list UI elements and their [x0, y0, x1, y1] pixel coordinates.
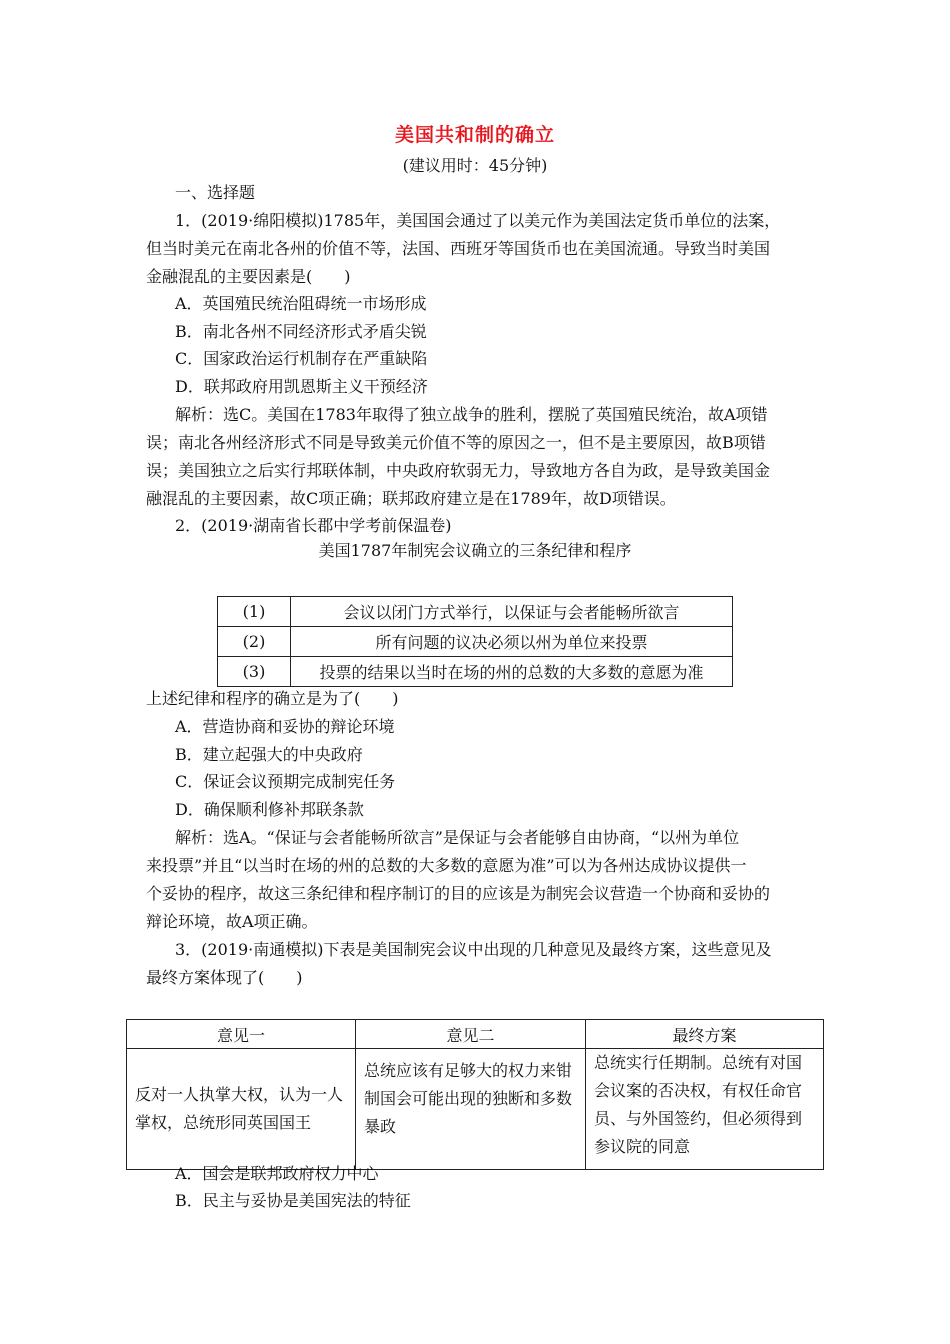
rule-number: (2)	[218, 627, 291, 657]
rule-number: (1)	[218, 597, 291, 627]
column-header: 意见一	[127, 1020, 356, 1049]
q2-rules-table	[217, 596, 733, 687]
column-header: 意见二	[356, 1020, 586, 1049]
q1-option-b: B．南北各州不同经济形式矛盾尖锐	[175, 322, 427, 341]
q2-option-a: A．营造协商和妥协的辩论环境	[175, 717, 395, 736]
table-row	[218, 627, 733, 657]
q1-option-c: C．国家政治运行机制存在严重缺陷	[175, 349, 428, 368]
q2-analysis-line: 解析：选A。“保证与会者能畅所欲言”是保证与会者能够自由协商，“以州为单位	[175, 828, 740, 847]
table-row	[127, 1049, 824, 1170]
q1-option-d: D．联邦政府用凯恩斯主义干预经济	[175, 377, 428, 396]
table-row	[218, 597, 733, 627]
rule-text: 所有问题的议决必须以州为单位来投票	[291, 627, 733, 657]
q2-option-d: D．确保顺利修补邦联条款	[175, 800, 364, 819]
q1-stem-line: 但当时美元在南北各州的价值不等，法国、西班牙等国货币也在美国流通。导致当时美国	[146, 239, 771, 258]
column-header: 最终方案	[586, 1020, 824, 1049]
suggested-time: (建议用时：45分钟)	[402, 156, 548, 175]
q2-option-b: B．建立起强大的中央政府	[175, 745, 363, 764]
q3-stem-line: 最终方案体现了( )	[146, 968, 303, 987]
rule-text: 投票的结果以当时在场的州的总数的大多数的意愿为准	[291, 657, 733, 687]
q2-analysis-line: 辩论环境，故A项正确。	[146, 912, 318, 931]
table-header-row	[127, 1020, 824, 1049]
q2-option-c: C．保证会议预期完成制宪任务	[175, 772, 396, 791]
q3-option-a: A．国会是联邦政府权力中心	[175, 1164, 379, 1183]
rule-number: (3)	[218, 657, 291, 687]
q1-analysis-line: 误；美国独立之后实行邦联体制，中央政府软弱无力，导致地方各自为政，是导致美国金	[146, 461, 771, 480]
page-title: 美国共和制的确立	[394, 124, 555, 146]
q2-analysis-line: 来投票”并且“以当时在场的州的总数的大多数的意愿为准”可以为各州达成协议提供一	[146, 856, 747, 875]
q1-option-a: A．英国殖民统治阻碍统一市场形成	[175, 294, 427, 313]
final-plan-cell: 总统实行任期制。总统有对国会议案的否决权，有权任命官员、与外国签约，但必须得到参议院的同意	[586, 1049, 824, 1170]
q3-stem-line: 3．(2019·南通模拟)下表是美国制宪会议中出现的几种意见及最终方案，这些意见及	[175, 940, 772, 959]
opinion-one-cell: 反对一人执掌大权，认为一人掌权，总统形同英国国王	[127, 1049, 356, 1170]
q1-stem-line: 1．(2019·绵阳模拟)1785年，美国国会通过了以美元作为美国法定货币单位的法案，	[175, 211, 781, 230]
q1-analysis-line: 融混乱的主要因素，故C项正确；联邦政府建立是在1789年，故D项错误。	[146, 489, 676, 508]
q1-analysis-line: 误；南北各州经济形式不同是导致美元价值不等的原因之一，但不是主要原因，故B项错	[146, 433, 766, 452]
q3-opinions-table	[126, 1019, 824, 1170]
q2-table-caption: 美国1787年制宪会议确立的三条纪律和程序	[318, 541, 632, 560]
section-heading: 一、选择题	[175, 183, 256, 202]
q2-analysis-line: 个妥协的程序，故这三条纪律和程序制订的目的应该是为制宪会议营造一个协商和妥协的	[146, 884, 771, 903]
opinion-two-cell: 总统应该有足够大的权力来钳制国会可能出现的独断和多数暴政	[356, 1049, 586, 1170]
q3-option-b: B．民主与妥协是美国宪法的特征	[175, 1191, 411, 1210]
q1-stem-line: 金融混乱的主要因素是( )	[146, 267, 351, 286]
q2-question: 上述纪律和程序的确立是为了( )	[146, 689, 399, 708]
table-row	[218, 657, 733, 687]
q2-stem: 2．(2019·湖南省长郡中学考前保温卷)	[175, 516, 452, 535]
rule-text: 会议以闭门方式举行，以保证与会者能畅所欲言	[291, 597, 733, 627]
q1-analysis-line: 解析：选C。美国在1783年取得了独立战争的胜利，摆脱了英国殖民统治，故A项错	[175, 405, 768, 424]
